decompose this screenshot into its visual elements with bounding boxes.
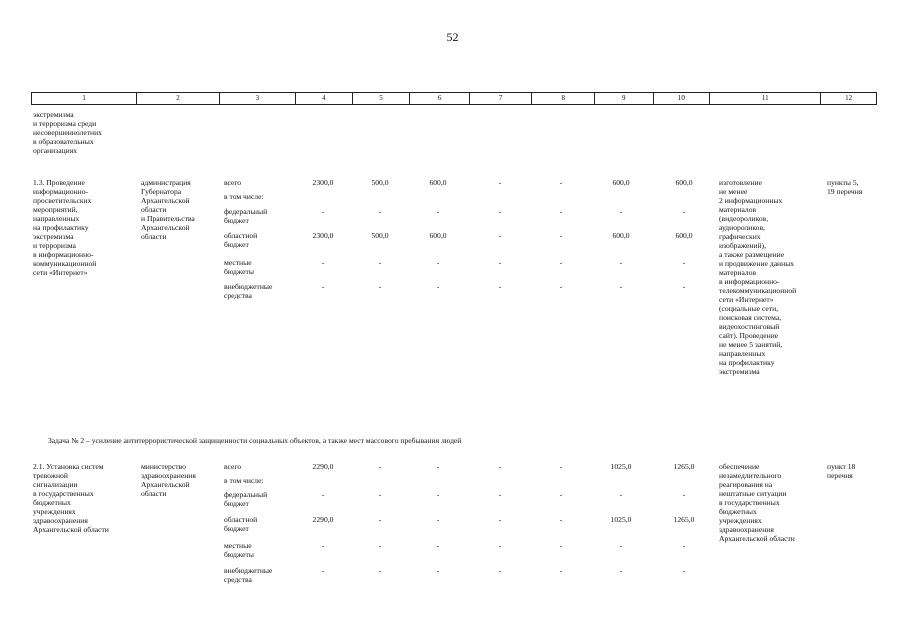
row1-val: 2300,0 [312, 231, 334, 240]
row1-val: 500,0 [371, 231, 389, 240]
row1-val: - [378, 282, 382, 291]
row1-val: - [436, 282, 440, 291]
row2-val: - [619, 566, 623, 575]
row2-val: 2290,0 [312, 515, 334, 524]
header-col-4: 4 [296, 93, 353, 104]
row1-val: 600,0 [612, 231, 630, 240]
row2-val: - [378, 515, 382, 524]
row2-val: - [498, 541, 502, 550]
row1-val: 600,0 [429, 178, 447, 187]
row1-measure: 1.3. Проведение информационно- просветительских мероприятий, направленных на профилактику экстремизма и терроризма в информационно- коммуникационной сети «Интернет» [33, 178, 97, 277]
row1-src-fed: федеральный бюджет [224, 207, 268, 225]
row1-val: - [619, 282, 623, 291]
row2-src-fed: федеральный бюджет [224, 490, 268, 508]
header-col-2: 2 [137, 93, 219, 104]
row2-val: 2290,0 [312, 462, 334, 471]
row2-val: - [559, 566, 563, 575]
row1-val: - [559, 231, 563, 240]
table-header [31, 92, 877, 105]
row2-val: - [559, 515, 563, 524]
row2-src-total: всего [224, 462, 242, 471]
row2-val: 1025,0 [610, 515, 632, 524]
row2-val: - [682, 541, 686, 550]
row1-val: - [682, 282, 686, 291]
row2-val: - [498, 462, 502, 471]
row2-executor: министерство здравоохранения Архангельской области [141, 462, 196, 498]
row2-val: - [498, 515, 502, 524]
row1-src-ext: внебюджетные средства [224, 282, 273, 300]
row2-measure: 2.1. Установка систем тревожной сигнализации в государственных бюджетных учреждениях здравоохранения Архангельской области [33, 462, 109, 534]
row2-val: - [378, 566, 382, 575]
row2-result: обеспечение незамедлительного реагирования на нештатные ситуации в государственных бюджетных учреждениях здравоохранения Архангельской области [719, 462, 795, 543]
row2-val: - [559, 541, 563, 550]
row1-val: 600,0 [675, 178, 693, 187]
row2-val: - [559, 462, 563, 471]
row1-src-total: всего [224, 178, 242, 187]
row1-val: 2300,0 [312, 178, 334, 187]
row1-val: - [682, 207, 686, 216]
row2-val: - [436, 541, 440, 550]
row1-val: - [559, 282, 563, 291]
row1-val: - [498, 207, 502, 216]
row2-src-loc: местные бюджеты [224, 541, 254, 559]
row1-val: - [436, 207, 440, 216]
row1-val: - [498, 231, 502, 240]
row2-val: - [498, 566, 502, 575]
row2-val: - [559, 490, 563, 499]
row1-val: - [378, 258, 382, 267]
row2-val: - [682, 566, 686, 575]
header-col-9: 9 [595, 93, 654, 104]
row1-val: 500,0 [371, 178, 389, 187]
row1-executor: администрация Губернатора Архангельской области и Правительства Архангельской области [141, 178, 195, 241]
row2-val: - [436, 566, 440, 575]
task-heading: Задача № 2 – усиление антитеррористической защищенности социальных объектов, а также мест массового пребывания людей [48, 436, 462, 445]
row2-val: 1265,0 [673, 515, 695, 524]
row2-val: - [436, 515, 440, 524]
row1-val: - [619, 207, 623, 216]
row2-val: - [436, 490, 440, 499]
row2-val: - [619, 541, 623, 550]
row2-reference: пункт 18 перечня [827, 462, 856, 480]
row1-val: - [559, 207, 563, 216]
continuation-text: экстремизма и терроризма среди несовершеннолетних в образовательных организациях [33, 110, 102, 155]
row1-val: - [619, 258, 623, 267]
header-col-5: 5 [353, 93, 411, 104]
row1-val: - [559, 178, 563, 187]
row1-val: - [321, 282, 325, 291]
header-col-7: 7 [470, 93, 533, 104]
row2-val: 1265,0 [673, 462, 695, 471]
row2-val: - [321, 490, 325, 499]
row2-val: - [498, 490, 502, 499]
row2-val: - [619, 490, 623, 499]
header-col-6: 6 [410, 93, 470, 104]
row1-val: - [321, 207, 325, 216]
row2-val: - [378, 541, 382, 550]
row1-val: 600,0 [429, 231, 447, 240]
row1-val: - [559, 258, 563, 267]
row1-val: - [321, 258, 325, 267]
row1-src-loc: местные бюджеты [224, 258, 254, 276]
row1-src-reg: областной бюджет [224, 231, 258, 249]
row2-src-ext: внебюджетные средства [224, 566, 273, 584]
row1-val: - [498, 282, 502, 291]
row2-val: - [321, 566, 325, 575]
row2-val: - [378, 490, 382, 499]
row1-val: - [498, 258, 502, 267]
header-col-11: 11 [710, 93, 821, 104]
row2-val: - [682, 490, 686, 499]
header-col-12: 12 [845, 94, 853, 102]
row1-val: 600,0 [675, 231, 693, 240]
row1-val: 600,0 [612, 178, 630, 187]
row1-src-incl: в том числе: [224, 192, 264, 201]
header-col-3: 3 [220, 93, 296, 104]
header-col-1: 1 [32, 93, 137, 104]
row2-val: - [321, 541, 325, 550]
row1-val: - [682, 258, 686, 267]
row1-val: - [498, 178, 502, 187]
row2-val: - [378, 462, 382, 471]
header-col-10: 10 [654, 93, 711, 104]
row2-src-incl: в том числе: [224, 476, 264, 485]
row2-src-reg: областной бюджет [224, 515, 258, 533]
row1-reference: пункты 5, 19 перечня [827, 178, 863, 196]
row1-result: изготовление не менее 2 информационных материалов (видеороликов, аудиороликов, графических изображений), а также размещение и продвижение данных материалов в информационно- телекоммуникационной сети «Интернет» (социальные сети, поисковая система, видеохостинговый сайт). Проведение не менее 5 занятий, направленных на профилактику экстремизма [719, 178, 797, 376]
row2-val: - [436, 462, 440, 471]
page-number: 52 [446, 30, 459, 44]
header-col-8: 8 [532, 93, 595, 104]
row2-val: 1025,0 [610, 462, 632, 471]
row1-val: - [378, 207, 382, 216]
row1-val: - [436, 258, 440, 267]
